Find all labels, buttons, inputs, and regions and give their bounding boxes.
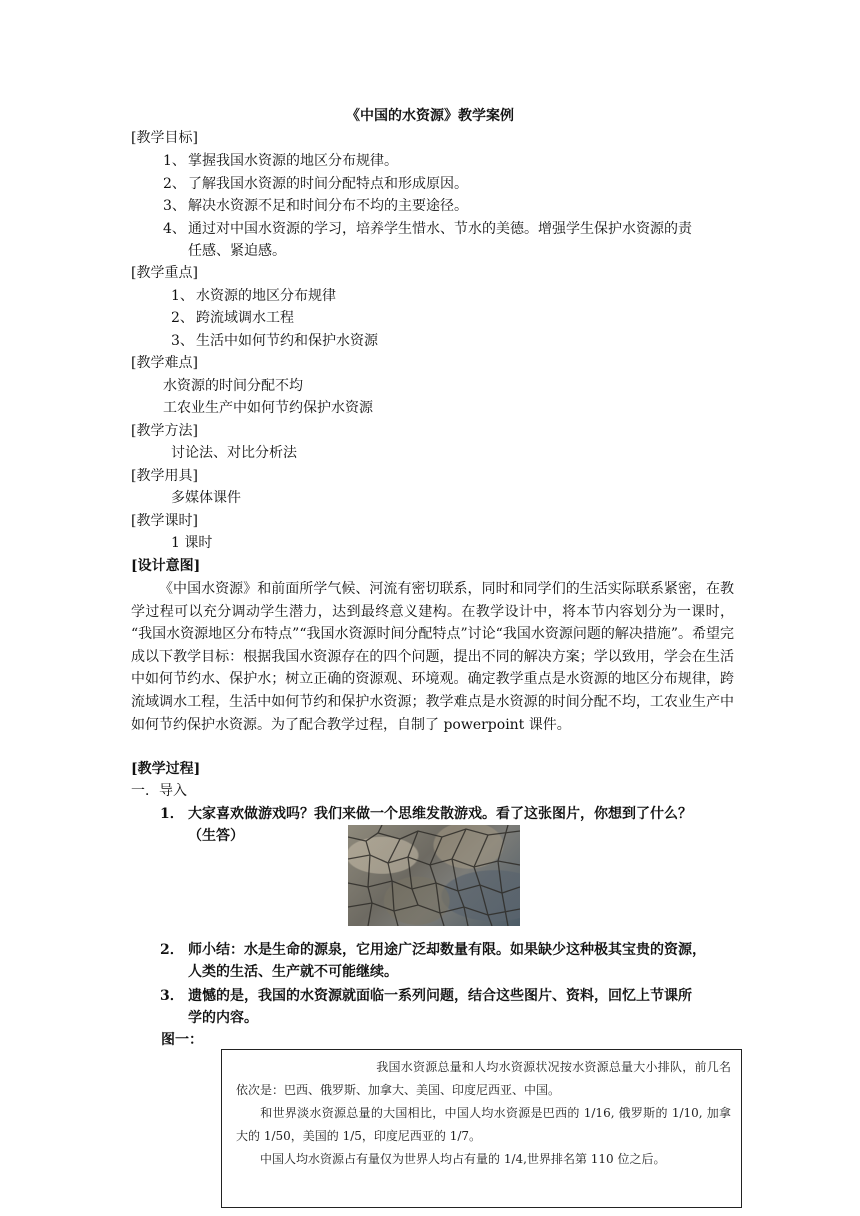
objective-1-text: 掌握我国水资源的地区分布规律。 — [188, 153, 398, 169]
objective-3-text: 解决水资源不足和时间分布不均的主要途径。 — [188, 198, 468, 214]
tools-text: 多媒体课件 — [171, 490, 241, 506]
difficulties-heading: [教学难点] — [131, 355, 198, 371]
info-paragraph-2 — [236, 1102, 731, 1148]
figure-1-label: 图一： — [161, 1032, 203, 1048]
process-heading: [教学过程] — [131, 761, 201, 777]
key-point-3-text: 生活中如何节约和保护水资源 — [196, 333, 378, 349]
difficulty-1: 水资源的时间分配不均 — [163, 378, 303, 394]
info-paragraph-3 — [236, 1148, 731, 1171]
key-point-3-num: 3、 — [171, 333, 194, 349]
design-heading: [设计意图] — [131, 558, 201, 574]
tools-heading: [教学用具] — [131, 468, 198, 484]
key-point-1-text: 水资源的地区分布规律 — [196, 288, 336, 304]
design-paragraph — [131, 578, 734, 736]
hours-heading: [教学课时] — [131, 513, 198, 529]
objective-4-continued: 任感、紧迫感。 — [188, 243, 286, 259]
step-1-num: 1． — [160, 806, 184, 822]
process-section-1: 一．导入 — [131, 783, 187, 799]
key-point-1-num: 1、 — [171, 288, 194, 304]
methods-text: 讨论法、对比分析法 — [171, 445, 297, 461]
design-text: 《中国水资源》和前面所学气候、河流有密切联系，同时和同学们的生活实际联系紧密，在教学过程可以充分调动学生潜力，达到最终意义建构。在教学设计中，将本节内容划分为一课时， “我国水资源地区分布特点”“我国水资源时间分配特点”讨论“我国水资源问题的解决措施”。希望完成以下教学目标：根据我国水资源存在的四个问题，提出不同的解决方案；学以致用，学会在生活中如何节约水、保护水；树立正确的资源观、环境观。确定教学重点是水资源的地区分布规律，跨流域调水工程，生活中如何节约和保护水资源；教学难点是水资源的时间分配不均，工农业生产中如何节约保护水资源。为了配合教学过程，自制了 powerpoint 课件。 — [131, 581, 734, 733]
objective-1-num: 1、 — [163, 153, 186, 169]
info-paragraph-1 — [236, 1056, 731, 1102]
key-point-2-num: 2、 — [171, 310, 194, 326]
water-resources-info-box — [221, 1049, 742, 1208]
methods-heading: [教学方法] — [131, 423, 198, 439]
page-title: 《中国的水资源》教学案例 — [346, 108, 514, 124]
step-2-num: 2． — [160, 942, 184, 958]
objective-3-num: 3、 — [163, 198, 186, 214]
objective-4-num: 4、 — [163, 221, 186, 237]
info-paragraph-3-text: 中国人均水资源占有量仅为世界人均占有量的 1/4,世界排名第 110 位之后。 — [260, 1152, 666, 1166]
step-3-num: 3． — [160, 988, 184, 1004]
difficulty-2: 工农业生产中如何节约保护水资源 — [163, 400, 373, 416]
hours-text: 1 课时 — [171, 535, 213, 551]
crack-pattern — [348, 825, 520, 926]
info-paragraph-1-text: 我国水资源总量和人均水资源状况按水资源总量大小排队，前几名依次是：巴西、俄罗斯、加拿大、美国、印度尼西亚、中国。 — [236, 1060, 731, 1097]
objective-2-text: 了解我国水资源的时间分配特点和形成原因。 — [188, 176, 468, 192]
objective-2-num: 2、 — [163, 176, 186, 192]
objective-4-text: 通过对中国水资源的学习，培养学生惜水、节水的美德。增强学生保护水资源的责 — [188, 221, 692, 237]
info-paragraph-2-text: 和世界淡水资源总量的大国相比，中国人均水资源是巴西的 1/16, 俄罗斯的 1/10, 加拿大的 1/50，美国的 1/5，印度尼西亚的 1/7。 — [236, 1106, 731, 1143]
cracked-earth-image — [348, 825, 520, 926]
key-point-2-text: 跨流域调水工程 — [196, 310, 294, 326]
step-2-text: 师小结：水是生命的源泉，它用途广泛却数量有限。如果缺少这种极其宝贵的资源， — [188, 942, 706, 958]
step-1-text: 大家喜欢做游戏吗？我们来做一个思维发散游戏。看了这张图片，你想到了什么？ — [188, 806, 692, 822]
step-1-continued: （生答） — [188, 828, 244, 844]
step-2-continued: 人类的生活、生产就不可能继续。 — [188, 964, 398, 980]
key-points-heading: [教学重点] — [131, 265, 198, 281]
step-3-continued: 学的内容。 — [188, 1010, 258, 1026]
step-3-text: 遗憾的是，我国的水资源就面临一系列问题，结合这些图片、资料，回忆上节课所 — [188, 988, 692, 1004]
objectives-heading: [教学目标] — [131, 130, 198, 146]
